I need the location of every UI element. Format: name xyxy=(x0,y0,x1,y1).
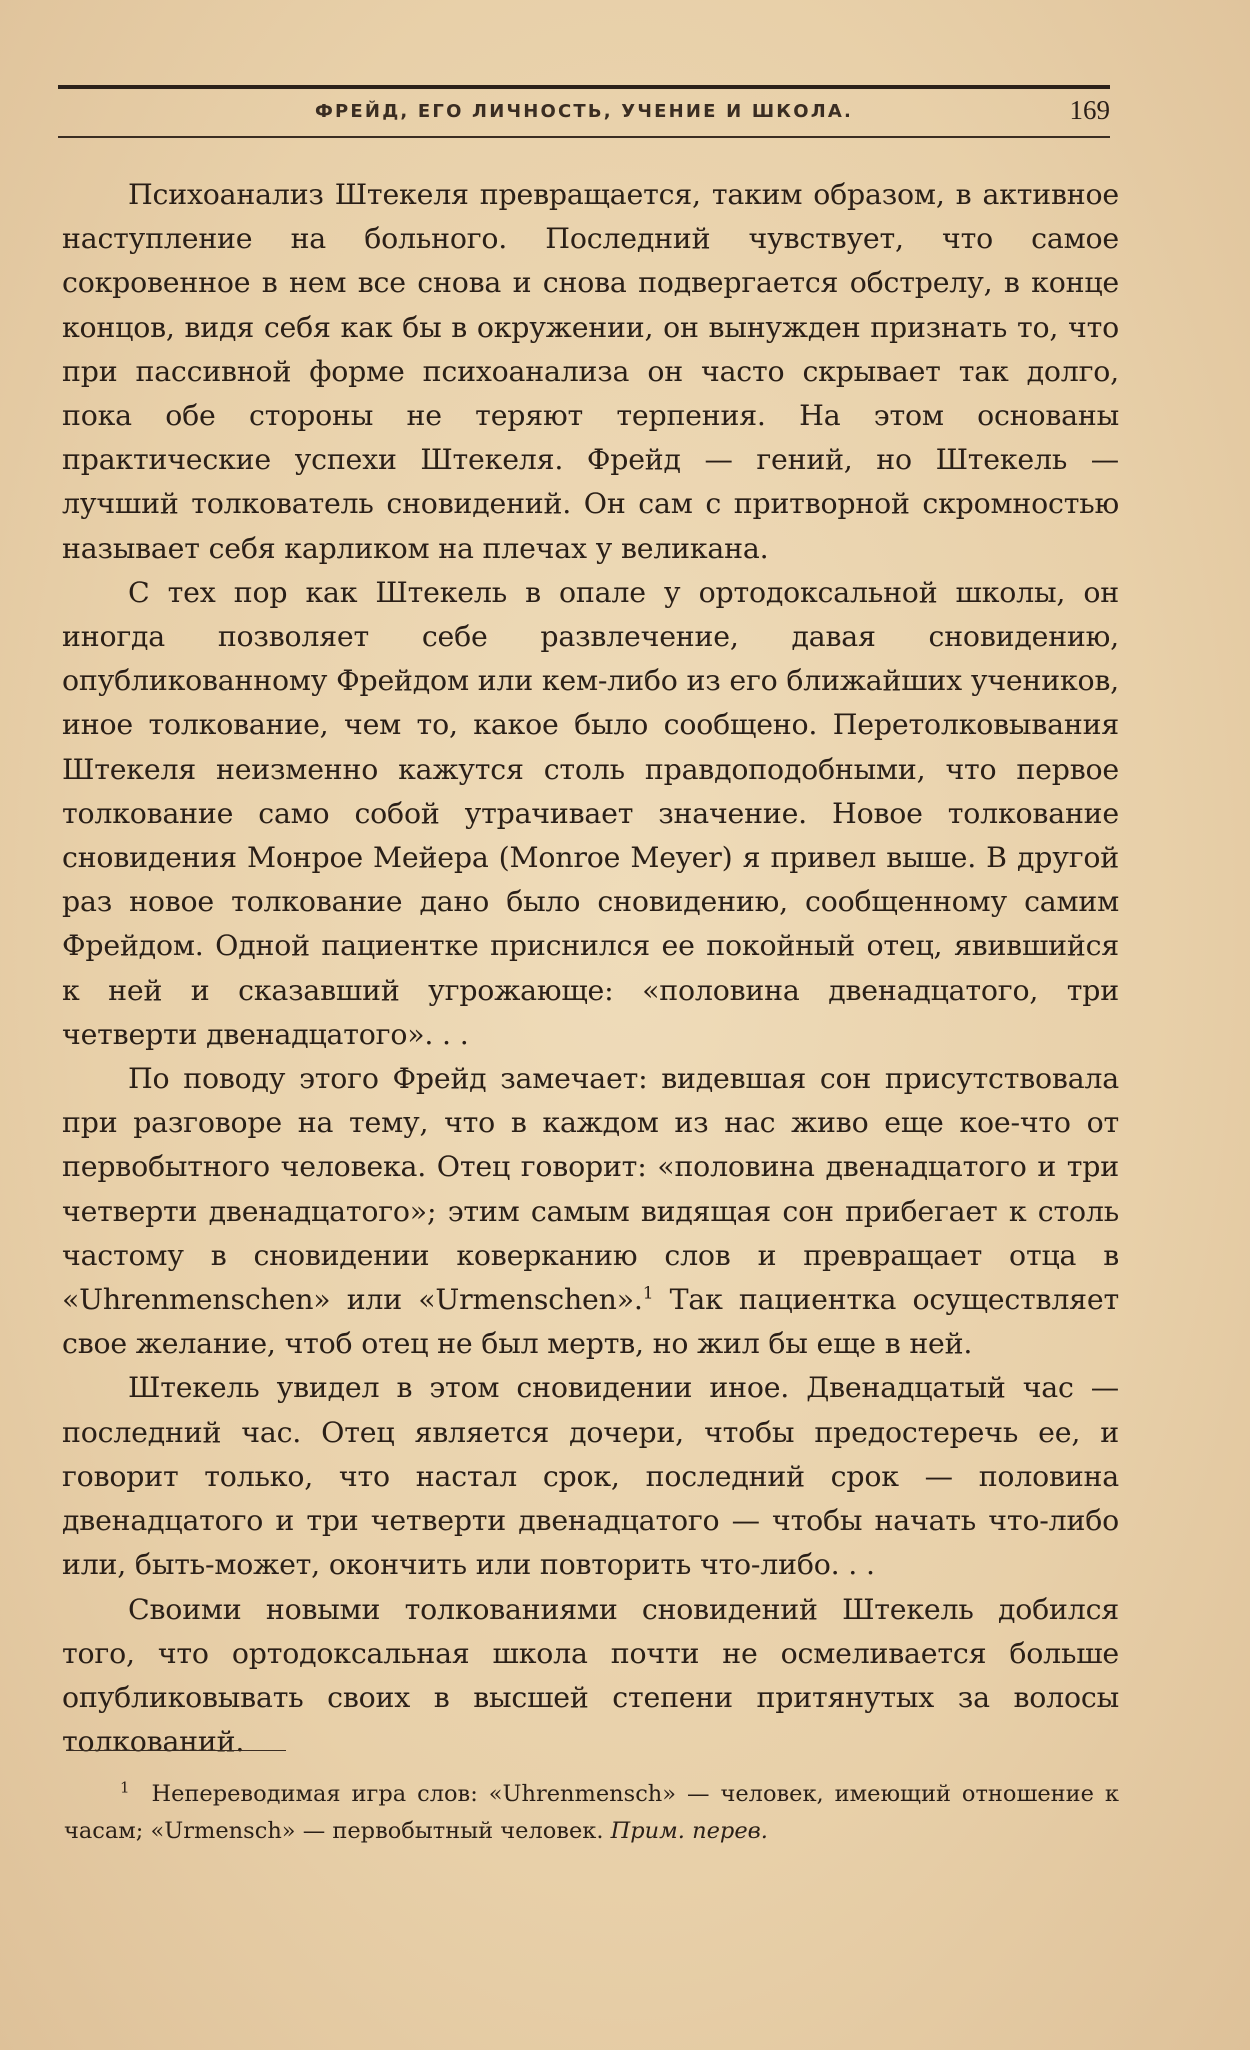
paragraph-4: Штекель увидел в этом сновидении иное. Двенадцатый час — последний час. Отец является дочери, чтобы предостеречь ее, и говорит только, что настал срок, последний срок — половина двенадцатого и три четверти двенадцатого — чтобы начать что-либо или, быть-может, окончить или повторить что-либо. . . xyxy=(62,1371,1119,1582)
running-header xyxy=(58,95,1110,129)
footnote-mark: 1 xyxy=(120,1778,130,1797)
paragraph-2: С тех пор как Штекель в опале у ортодоксальной школы, он иногда позволяет себе развлечение, давая сновидению, опубликованному Фрейдом или кем-либо из его ближайших учеников, иное толкование, чем то, какое было сообщено. Перетолковывания Штекеля неизменно кажутся столь правдоподобными, что первое толкование само собой утрачивает значение. Новое толкование сновидения Монрое Мейера (Monroe Meyer) я привел выше. В другой раз новое толкование дано было сновидению, сообщенному самим Фрейдом. Одной пациентке приснился ее покойный отец, явившийся к ней и сказавший угрожающе: «половина двенадцатого, три четверти двенадцатого». . . xyxy=(62,575,1119,1051)
translator-note: Прим. перев. xyxy=(610,1818,768,1844)
header-bottom-rule xyxy=(58,136,1110,138)
footnote-rule xyxy=(66,1750,286,1751)
main-text xyxy=(62,173,1119,1764)
paragraph-3-text: По поводу этого Фрейд замечает: видевшая сон присутствовала при разговоре на тему, что в каждом из нас живо еще кое-что от первобытного человека. Отец говорит: «половина двенадцатого и три четверти двенадцатого»; этим самым видящая сон прибегает к столь частому в сновидении коверканию слов и превращает отца в «Uhrenmenschen» или «Urmenschen». xyxy=(62,1062,1119,1317)
running-head-title: ФРЕЙД, ЕГО ЛИЧНОСТЬ, УЧЕНИЕ И ШКОЛА. xyxy=(314,101,854,122)
footnote-text: Непереводимая игра слов: «Uhrenmensch» — человек, имеющий отношение к часам; «Urmensch» — первобытный человек. xyxy=(64,1781,1119,1844)
page-number: 169 xyxy=(1069,95,1110,125)
paragraph-3 xyxy=(62,1057,1119,1366)
footnote-paragraph xyxy=(64,1776,1119,1850)
footnote-reference: 1 xyxy=(642,1283,654,1304)
header-top-rule xyxy=(58,85,1110,89)
paragraph-1: Психоанализ Штекеля превращается, таким образом, в активное наступление на больного. Последний чувствует, что самое сокровенное в нем все снова и снова подвергается обстрелу, в конце концов, видя себя как бы в окружении, он вынужден признать то, что при пассивной форме психоанализа он часто скрывает так долго, пока обе стороны не теряют терпения. На этом основаны практические успехи Штекеля. Фрейд — гений, но Штекель — лучший толкователь сновидений. Он сам с притворной скромностью называет себя карликом на плечах у великана. xyxy=(62,178,1119,565)
paragraph-5: Своими новыми толкованиями сновидений Штекель добился того, что ортодоксальная школа почти не осмеливается больше опубликовывать своих в высшей степени притянутых за волосы толкований. xyxy=(62,1592,1119,1759)
footnote xyxy=(64,1776,1119,1850)
paragraph-3-continuation: Так пациентка осуществляет свое желание, чтоб отец не был мертв, но жил бы еще в ней. xyxy=(62,1283,1119,1361)
